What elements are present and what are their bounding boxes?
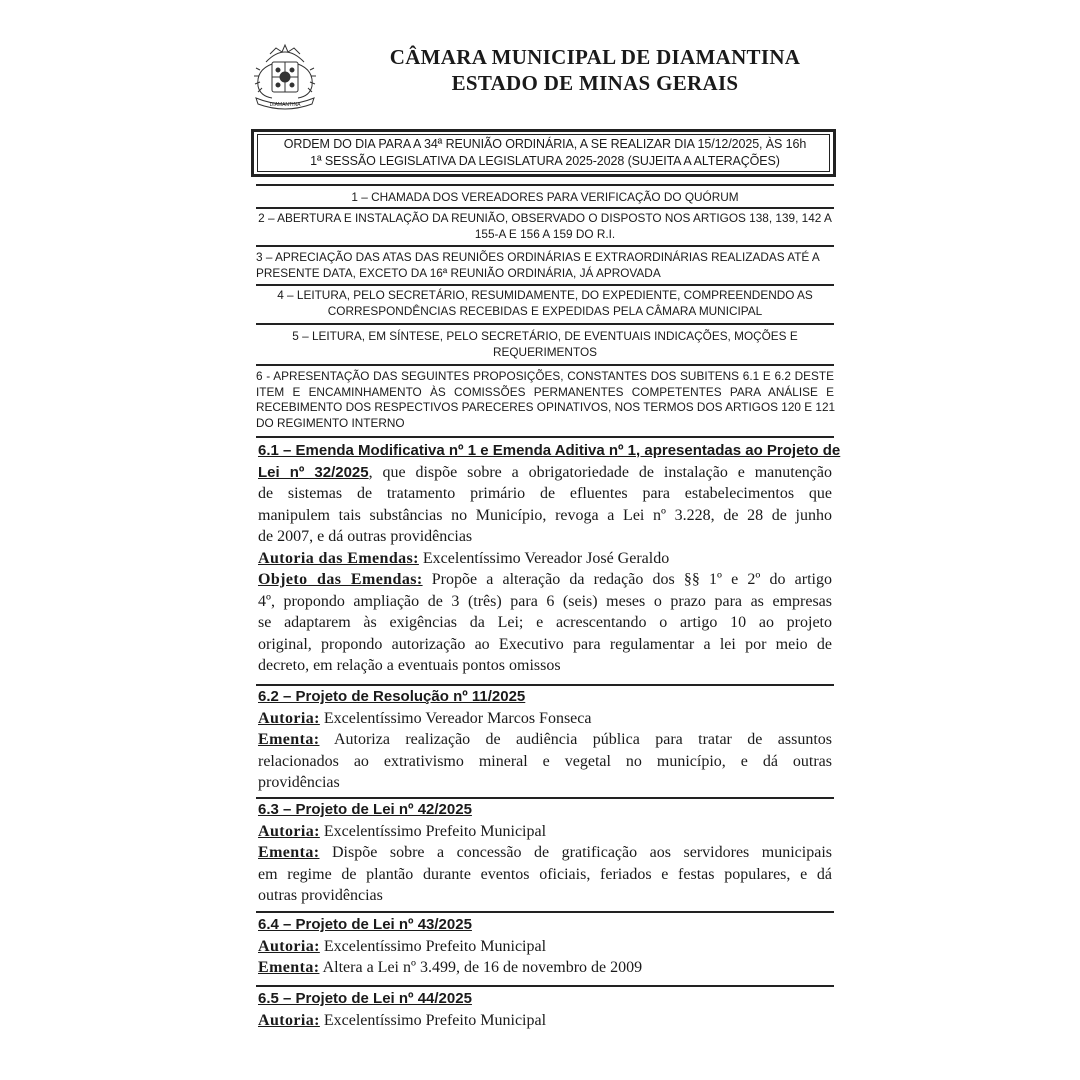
ementa-text: Dispõe sobre a concessão de gratificação aos servidores municipais — [319, 844, 832, 861]
objeto-text: 4º, propondo ampliação de 3 (três) para 6 (seis) meses o prazo para as empresas — [258, 592, 832, 610]
proposition-6-1-text: de 2007, e dá outras providências — [258, 528, 473, 545]
divider — [256, 207, 834, 209]
agenda-item-6-line-1: 6 - APRESENTAÇÃO DAS SEGUINTES PROPOSIÇÕES, CONSTANTES DOS SUBITENS 6.1 E 6.2 DESTE — [256, 369, 834, 383]
autoria-label: Autoria: — [258, 822, 320, 840]
agenda-item-2-line-2: 155-A E 156 A 159 DO R.I. — [474, 226, 616, 241]
agenda-item-6 — [256, 369, 834, 431]
agenda-item-1 — [256, 190, 834, 206]
divider — [256, 436, 834, 438]
title-line-1: CÂMARA MUNICIPAL DE DIAMANTINA — [389, 45, 801, 69]
municipal-seal-icon — [246, 40, 324, 112]
proposition-6-2 — [258, 686, 832, 794]
ementa-label: Ementa: — [258, 844, 320, 861]
divider — [256, 911, 834, 913]
ementa-label: Ementa: — [258, 731, 320, 748]
agenda-item-4 — [256, 288, 834, 319]
agenda-item-5-line-2: REQUERIMENTOS — [492, 344, 597, 359]
proposition-6-1-text: , que dispõe sobre a obrigatoriedade de instalação e manutenção — [368, 463, 832, 481]
proposition-6-1-heading: 6.1 – Emenda Modificativa nº 1 e Emenda Aditiva nº 1, apresentadas ao Projeto de — [258, 442, 841, 459]
ementa-text: Altera a Lei nº 3.499, de 16 de novembro de 2009 — [319, 959, 643, 976]
agenda-item-3-line-1: 3 – APRECIAÇÃO DAS ATAS DAS REUNIÕES ORDINÁRIAS E EXTRAORDINÁRIAS REALIZADAS ATÉ A — [256, 250, 820, 264]
proposition-6-4-heading: 6.4 – Projeto de Lei nº 43/2025 — [258, 916, 472, 933]
divider — [256, 364, 834, 366]
ementa-text: relacionados ao extrativismo mineral e vegetal no município, e dá outras — [258, 752, 832, 770]
agenda-item-2 — [256, 211, 834, 242]
ementa-text: providências — [258, 774, 340, 791]
agenda-item-5-line-1: 5 – LEITURA, EM SÍNTESE, PELO SECRETÁRIO, DE EVENTUAIS INDICAÇÕES, MOÇÕES E — [292, 329, 798, 343]
autoria-label: Autoria: — [258, 1011, 320, 1029]
proposition-6-1-bill: Lei nº 32/2025 — [258, 463, 369, 481]
order-line-1: ORDEM DO DIA PARA A 34ª REUNIÃO ORDINÁRIA, A SE REALIZAR DIA 15/12/2025, ÀS 16h — [283, 137, 807, 151]
proposition-6-3-heading: 6.3 – Projeto de Lei nº 42/2025 — [258, 801, 472, 818]
proposition-6-4 — [258, 914, 832, 979]
autoria-value: Excelentíssimo Vereador Marcos Fonseca — [319, 709, 592, 727]
objeto-text: se adaptarem às exigências da Lei; e acrescentando o artigo 10 ao projeto — [258, 614, 832, 631]
proposition-6-1 — [258, 440, 841, 677]
objeto-text: decreto, em relação a eventuais pontos omissos — [258, 657, 561, 674]
proposition-6-1-text: manipulem tais substâncias no Município, revoga a Lei nº 3.228, de 28 de junho — [258, 506, 832, 524]
ementa-text: Autoriza realização de audiência pública para tratar de assuntos — [319, 731, 832, 748]
agenda-item-1-text: 1 – CHAMADA DOS VEREADORES PARA VERIFICAÇÃO DO QUÓRUM — [351, 190, 739, 204]
autoria-value: Excelentíssimo Prefeito Municipal — [319, 822, 547, 840]
proposition-6-3 — [258, 799, 832, 907]
autoria-value: Excelentíssimo Prefeito Municipal — [319, 1011, 547, 1029]
agenda-item-3-line-2: PRESENTE DATA, EXCETO DA 16ª REUNIÃO ORDINÁRIA, JÁ APROVADA — [256, 265, 661, 280]
agenda-item-4-line-2: CORRESPONDÊNCIAS RECEBIDAS E EXPEDIDAS PELA CÂMARA MUNICIPAL — [327, 303, 763, 318]
proposition-6-5 — [258, 988, 832, 1031]
objeto-label: Objeto das Emendas: — [258, 571, 423, 588]
title-line-2: ESTADO DE MINAS GERAIS — [451, 71, 739, 95]
autoria-label: Autoria: — [258, 709, 320, 727]
ementa-text: outras providências — [258, 887, 383, 904]
divider — [256, 184, 834, 186]
agenda-item-4-line-1: 4 – LEITURA, PELO SECRETÁRIO, RESUMIDAMENTE, DO EXPEDIENTE, COMPREENDENDO AS — [277, 288, 813, 302]
order-of-day-text — [256, 136, 834, 170]
objeto-text: Propõe a alteração da redação dos §§ 1º e 2º do artigo — [422, 571, 833, 588]
divider — [256, 284, 834, 286]
autoria-label: Autoria: — [258, 937, 320, 955]
autoria-value: Excelentíssimo Vereador José Geraldo — [418, 549, 670, 567]
divider — [256, 323, 834, 325]
divider — [256, 985, 834, 987]
agenda-item-2-line-1: 2 – ABERTURA E INSTALAÇÃO DA REUNIÃO, OBSERVADO O DISPOSTO NOS ARTIGOS 138, 139, 142 A — [258, 211, 832, 225]
institution-title — [340, 44, 850, 96]
ementa-label: Ementa: — [258, 959, 320, 976]
agenda-item-5 — [256, 329, 834, 360]
proposition-6-2-heading: 6.2 – Projeto de Resolução nº 11/2025 — [258, 688, 526, 705]
seal-text: DIAMANTINA — [269, 102, 301, 108]
objeto-text: original, propondo autorização ao Executivo para regulamentar a lei por meio de — [258, 635, 832, 653]
agenda-item-6-line-4: DO REGIMENTO INTERNO — [256, 415, 405, 430]
proposition-6-5-heading: 6.5 – Projeto de Lei nº 44/2025 — [258, 990, 472, 1007]
agenda-item-6-line-3: RECEBIMENTO DOS RESPECTIVOS PARECERES OPINATIVOS, NOS TERMOS DOS ARTIGOS 120 E 121 — [256, 400, 836, 414]
proposition-6-1-text: de sistemas de tratamento primário de efluentes para estabelecimentos que — [258, 485, 832, 502]
agenda-item-3 — [256, 250, 834, 281]
autoria-value: Excelentíssimo Prefeito Municipal — [319, 937, 547, 955]
ementa-text: em regime de plantão durante eventos oficiais, feriados e festas populares, e dá — [258, 865, 832, 883]
autoria-label: Autoria das Emendas: — [258, 549, 419, 567]
order-line-2: 1ª SESSÃO LEGISLATIVA DA LEGISLATURA 2025-2028 (SUJEITA A ALTERAÇÕES) — [310, 154, 780, 168]
agenda-item-6-line-2: ITEM E ENCAMINHAMENTO ÀS COMISSÕES PERMANENTES COMPETENTES PARA ANÁLISE E — [256, 384, 834, 399]
divider — [256, 245, 834, 247]
